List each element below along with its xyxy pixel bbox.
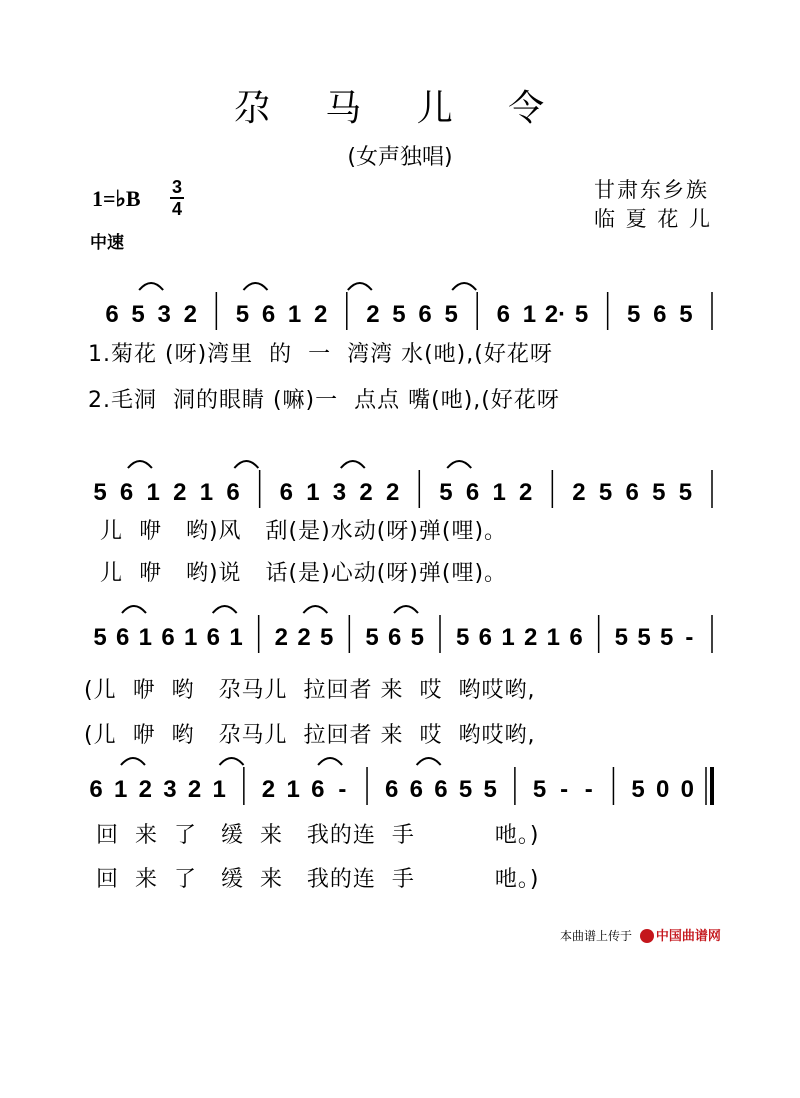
lyric-row-3-verse-1: (儿 咿 哟 尕马儿 拉回者 来 哎 哟哎哟, xyxy=(84,678,536,703)
note: 1 xyxy=(546,624,561,651)
note: 5 xyxy=(659,624,674,651)
note: 6 xyxy=(105,301,119,328)
slur-mark xyxy=(243,283,267,290)
note: 5 xyxy=(455,624,470,651)
note: 2 xyxy=(274,624,289,651)
note: 5 xyxy=(365,624,379,651)
note: 2 xyxy=(261,776,276,803)
note: 5 xyxy=(319,624,334,651)
note: 6 xyxy=(279,479,293,506)
note: 2 xyxy=(187,776,202,803)
note: 6 xyxy=(261,301,276,328)
note: 2 xyxy=(314,301,328,328)
source-line-1: 甘肃东乡族 xyxy=(594,178,709,202)
slur-mark xyxy=(220,758,244,765)
note: 2 xyxy=(523,624,538,651)
note: 1 xyxy=(138,624,153,651)
note: 5 xyxy=(131,301,145,328)
site-name: 中国曲谱网 xyxy=(655,929,721,944)
note: 6 xyxy=(387,624,402,651)
note: 6 xyxy=(465,479,480,506)
time-signature-denominator: 4 xyxy=(171,199,182,219)
slur-mark xyxy=(121,758,145,765)
slur-mark xyxy=(417,758,441,765)
note: 5 xyxy=(93,624,107,651)
lyric-row-2-verse-1: 儿 咿 哟)风 刮(是)水动(呀)弹(哩)。 xyxy=(100,519,508,544)
slur-mark xyxy=(348,283,372,290)
lyric-row-4-verse-1: 回 来 了 缓 来 我的连 手 吔。) xyxy=(96,823,540,848)
note: 6 xyxy=(89,776,103,803)
note: 5 xyxy=(627,301,641,328)
note: 5 xyxy=(93,479,107,506)
slur-mark xyxy=(341,461,365,468)
note: 6 xyxy=(418,301,432,328)
note: 5 xyxy=(532,776,547,803)
song-title: 尕 马 儿 令 xyxy=(233,88,567,129)
note: 5 xyxy=(652,479,666,506)
site-logo-icon xyxy=(640,929,654,943)
note: 2 xyxy=(138,776,152,803)
note: 1 xyxy=(229,624,243,651)
slur-mark xyxy=(303,606,327,613)
note: 6 xyxy=(385,776,399,803)
slur-mark xyxy=(213,606,237,613)
note: 5 xyxy=(439,479,453,506)
note: 2 xyxy=(183,301,197,328)
note: 5 xyxy=(679,301,693,328)
note: - xyxy=(338,776,347,803)
footer-upload-text: 本曲谱上传于 xyxy=(560,929,633,943)
note: 6 xyxy=(206,624,221,651)
note: 5 xyxy=(235,301,250,328)
lyric-row-4-verse-2: 回 来 了 缓 来 我的连 手 吔。) xyxy=(96,867,540,892)
song-subtitle: (女声独唱) xyxy=(347,145,453,170)
lyric-row-1-verse-2: 2.毛洞 洞的眼睛 (嘛)一 点点 嘴(吔),(好花呀 xyxy=(88,388,560,413)
note: 5 xyxy=(637,624,651,651)
note: 5 xyxy=(483,776,497,803)
note: 6 xyxy=(496,301,510,328)
slur-mark xyxy=(452,283,476,290)
note: 5 xyxy=(410,624,425,651)
time-signature-numerator: 3 xyxy=(171,177,182,197)
note: 2 xyxy=(572,479,586,506)
note: 6 xyxy=(434,776,448,803)
note: 0 xyxy=(680,776,695,803)
notation-row-3 xyxy=(93,615,712,653)
lyric-row-1-verse-1: 1.菊花 (呀)湾里 的 一 湾湾 水(吔),(好花呀 xyxy=(88,342,553,367)
note: 1 xyxy=(146,479,160,506)
note: 2 xyxy=(173,479,187,506)
source-line-2: 临 夏 花 儿 xyxy=(594,207,713,231)
lyric-row-2-verse-2: 儿 咿 哟)说 话(是)心动(呀)弹(哩)。 xyxy=(100,561,508,586)
note: 1 xyxy=(212,776,226,803)
note: 6 xyxy=(653,301,667,328)
note: - xyxy=(560,776,569,803)
note: 2 xyxy=(519,479,533,506)
tempo-marking: 中速 xyxy=(90,233,124,253)
note: - xyxy=(685,624,694,651)
note: 1 xyxy=(113,776,128,803)
notation-row-4 xyxy=(89,767,712,805)
note: 2 xyxy=(386,479,400,506)
note: 5 xyxy=(614,624,629,651)
slur-mark xyxy=(128,461,152,468)
note: 3 xyxy=(163,776,177,803)
note: 1 xyxy=(522,301,537,328)
slur-mark xyxy=(394,606,418,613)
slur-mark xyxy=(122,606,146,613)
note: 1 xyxy=(501,624,515,651)
note: 5 xyxy=(392,301,406,328)
note: 5 xyxy=(574,301,589,328)
slur-mark xyxy=(234,461,258,468)
note: 5 xyxy=(631,776,645,803)
notation-row-1 xyxy=(105,292,712,330)
note: 5 xyxy=(598,479,613,506)
note: 1 xyxy=(286,776,300,803)
note: 2 xyxy=(366,301,380,328)
slur-mark xyxy=(318,758,342,765)
note: 5 xyxy=(444,301,458,328)
note: 5 xyxy=(458,776,473,803)
note: 6 xyxy=(161,624,175,651)
note: 2· xyxy=(544,301,567,328)
notation-row-2 xyxy=(93,470,712,508)
lyric-row-3-verse-2: (儿 咿 哟 尕马儿 拉回者 来 哎 哟哎哟, xyxy=(84,723,536,748)
note: 6 xyxy=(311,776,325,803)
note: 3 xyxy=(157,301,171,328)
note: 6 xyxy=(625,479,639,506)
note: 1 xyxy=(492,479,506,506)
slur-mark xyxy=(139,283,163,290)
note: 6 xyxy=(226,479,240,506)
slur-mark xyxy=(447,461,471,468)
note: 6 xyxy=(569,624,583,651)
note: 3 xyxy=(332,479,347,506)
footer-credit xyxy=(560,925,721,944)
note: 0 xyxy=(656,776,670,803)
note: 6 xyxy=(115,624,130,651)
note: 6 xyxy=(409,776,423,803)
note: 2 xyxy=(297,624,311,651)
note: 6 xyxy=(119,479,134,506)
note: 6 xyxy=(478,624,493,651)
note: 1 xyxy=(306,479,320,506)
note: 5 xyxy=(678,479,693,506)
note: 1 xyxy=(183,624,198,651)
key-signature: 1=♭B xyxy=(92,186,141,211)
note: 2 xyxy=(359,479,373,506)
note: - xyxy=(584,776,593,803)
note: 1 xyxy=(287,301,302,328)
site-logo[interactable] xyxy=(640,929,721,944)
note: 1 xyxy=(199,479,214,506)
